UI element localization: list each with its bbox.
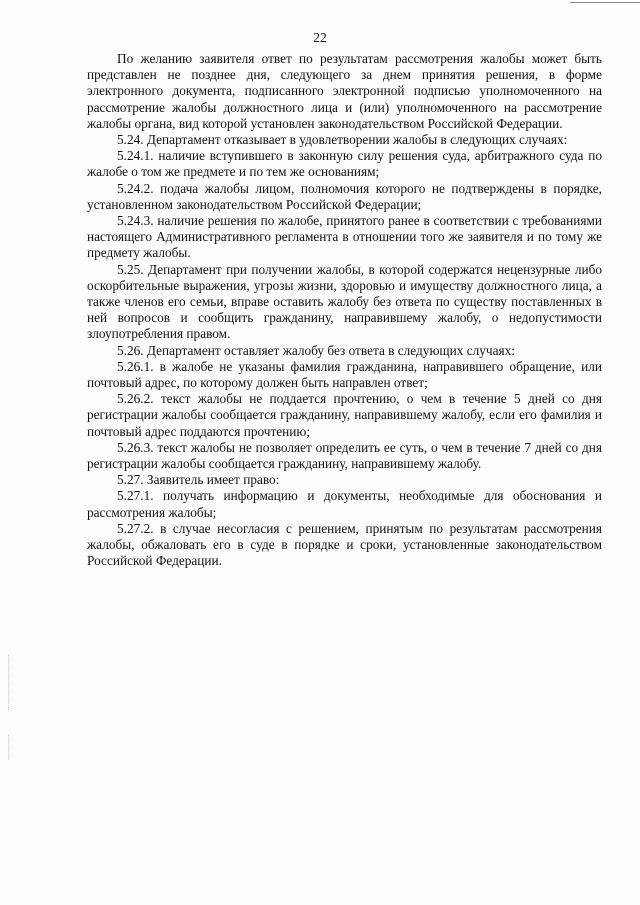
paragraph-5-27: 5.27. Заявитель имеет право: xyxy=(117,472,280,488)
paragraph-5-25: 5.25. Департамент при получении жалобы, в которой содержатся нецензурные либо оскорбительные выражения, угрозы жизни, здоровью и имуществу должностного лица, а также членов его семьи, вправе оставить жалобу без ответа по существу поставленных в ней вопросов и сообщить гражданину, направившему жалобу, о недопустимости злоупотребления правом. xyxy=(87,261,602,342)
scan-margin-mark xyxy=(8,655,9,710)
page-number: 22 xyxy=(313,30,327,45)
paragraph-5-26: 5.26. Департамент оставляет жалобу без ответа в следующих случаях: xyxy=(117,342,515,358)
document-body xyxy=(87,51,602,570)
paragraph-5-27-2: 5.27.2. в случае несогласия с решением, принятым по результатам рассмотрения жалобы, обжаловать его в суде в порядке и сроки, установленные законодательством Российской Федерации. xyxy=(87,520,602,569)
paragraph-5-26-3: 5.26.3. текст жалобы не позволяет определить ее суть, о чем в течение 7 дней со дня регистрации жалобы сообщается гражданину, направившему жалобу. xyxy=(87,439,602,472)
paragraph-5-24-3: 5.24.3. наличие решения по жалобе, принятого ранее в соответствии с требованиями настоящего Административного регламента в отношении того же заявителя и по тому же предмету жалобы. xyxy=(87,213,602,261)
paragraph-5-24-1: 5.24.1. наличие вступившего в законную силу решения суда, арбитражного суда по жалобе о том же предмете и по тем же основаниям; xyxy=(87,148,602,180)
paragraph-5-26-1: 5.26.1. в жалобе не указаны фамилия гражданина, направившего обращение, или почтовый адрес, по которому должен быть направлен ответ; xyxy=(87,358,602,391)
paragraph-5-26-2: 5.26.2. текст жалобы не поддается прочтению, о чем в течение 5 дней со дня регистрации жалобы сообщается гражданину, направившему жалобу, если его фамилия и почтовый адрес поддаются прочтению; xyxy=(87,391,602,439)
paragraph-5-24-2: 5.24.2. подача жалобы лицом, полномочия которого не подтверждены в порядке, установленном законодательством Российской Федерации; xyxy=(87,180,602,212)
paragraph-response-format: По желанию заявителя ответ по результатам рассмотрения жалобы может быть представлен не позднее дня, следующего за днем принятия решения, в форме электронного документа, подписанного электронной подписью уполномоченного на рассмотрение жалобы должностного лица и (или) уполномоченного на рассмотрение жалобы органа, вид которой установлен законодательством Российской Федерации. xyxy=(87,51,602,131)
top-edge-line xyxy=(570,2,640,3)
paragraph-5-27-1: 5.27.1. получать информацию и документы, необходимые для обоснования и рассмотрения жалобы; xyxy=(87,488,602,520)
paragraph-5-24: 5.24. Департамент отказывает в удовлетворении жалобы в следующих случаях: xyxy=(117,132,568,148)
scan-margin-mark xyxy=(8,735,9,760)
